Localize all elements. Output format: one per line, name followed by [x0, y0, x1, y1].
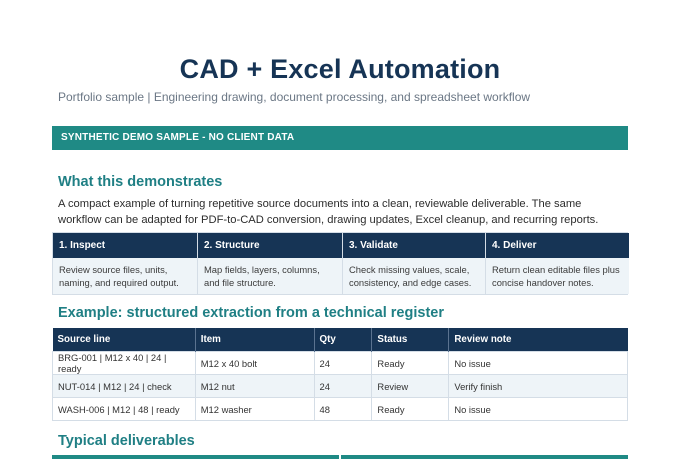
cell-review-note: Verify finish [449, 375, 628, 398]
column-header-qty: Qty [314, 328, 372, 352]
step-title: 3. Validate [343, 233, 485, 258]
table-row [53, 398, 628, 421]
step-description: Return clean editable files plus concise handover notes. [486, 258, 629, 294]
step-title: 2. Structure [198, 233, 342, 258]
register-table [52, 328, 628, 421]
column-divider [339, 455, 341, 459]
cell-item: M12 x 40 bolt [195, 352, 314, 375]
table-row [53, 352, 628, 375]
step-description: Review source files, units, naming, and required output. [53, 258, 197, 294]
column-header-status: Status [372, 328, 449, 352]
deliverables-table-top [52, 455, 628, 459]
cell-status: Ready [372, 352, 449, 375]
intro-paragraph: A compact example of turning repetitive source documents into a clean, reviewable deliverable. The same workflow can be adapted for PDF-to-CAD conversion, drawing updates, Excel cleanup, and recurring reports. [58, 198, 599, 226]
step-title: 1. Inspect [53, 233, 197, 258]
cell-qty: 24 [314, 352, 372, 375]
step-title: 4. Deliver [486, 233, 629, 258]
step-description: Check missing values, scale, consistency, and edge cases. [343, 258, 485, 294]
table-row [53, 375, 628, 398]
cell-review-note: No issue [449, 398, 628, 421]
step-deliver [486, 233, 629, 294]
demo-banner: SYNTHETIC DEMO SAMPLE - NO CLIENT DATA [52, 126, 628, 150]
column-header-source-line: Source line [53, 328, 196, 352]
section-heading-deliverables: Typical deliverables [58, 433, 195, 449]
column-header-item: Item [195, 328, 314, 352]
cell-source-line: BRG-001 | M12 x 40 | 24 | ready [53, 352, 196, 375]
section-heading-demonstrates: What this demonstrates [58, 174, 223, 190]
cell-item: M12 washer [195, 398, 314, 421]
cell-qty: 24 [314, 375, 372, 398]
step-structure [198, 233, 343, 294]
page-title: CAD + Excel Automation [179, 54, 501, 84]
step-validate [343, 233, 486, 294]
step-description: Map fields, layers, columns, and file structure. [198, 258, 342, 294]
cell-source-line: WASH-006 | M12 | 48 | ready [53, 398, 196, 421]
step-inspect [53, 233, 198, 294]
cell-status: Review [372, 375, 449, 398]
section-heading-example: Example: structured extraction from a technical register [58, 305, 444, 321]
column-header-review-note: Review note [449, 328, 628, 352]
table-header-row [53, 328, 628, 352]
workflow-steps [52, 232, 628, 295]
cell-status: Ready [372, 398, 449, 421]
page-subtitle: Portfolio sample | Engineering drawing, document processing, and spreadsheet workflow [58, 90, 531, 104]
cell-qty: 48 [314, 398, 372, 421]
cell-review-note: No issue [449, 352, 628, 375]
cell-item: M12 nut [195, 375, 314, 398]
cell-source-line: NUT-014 | M12 | 24 | check [53, 375, 196, 398]
